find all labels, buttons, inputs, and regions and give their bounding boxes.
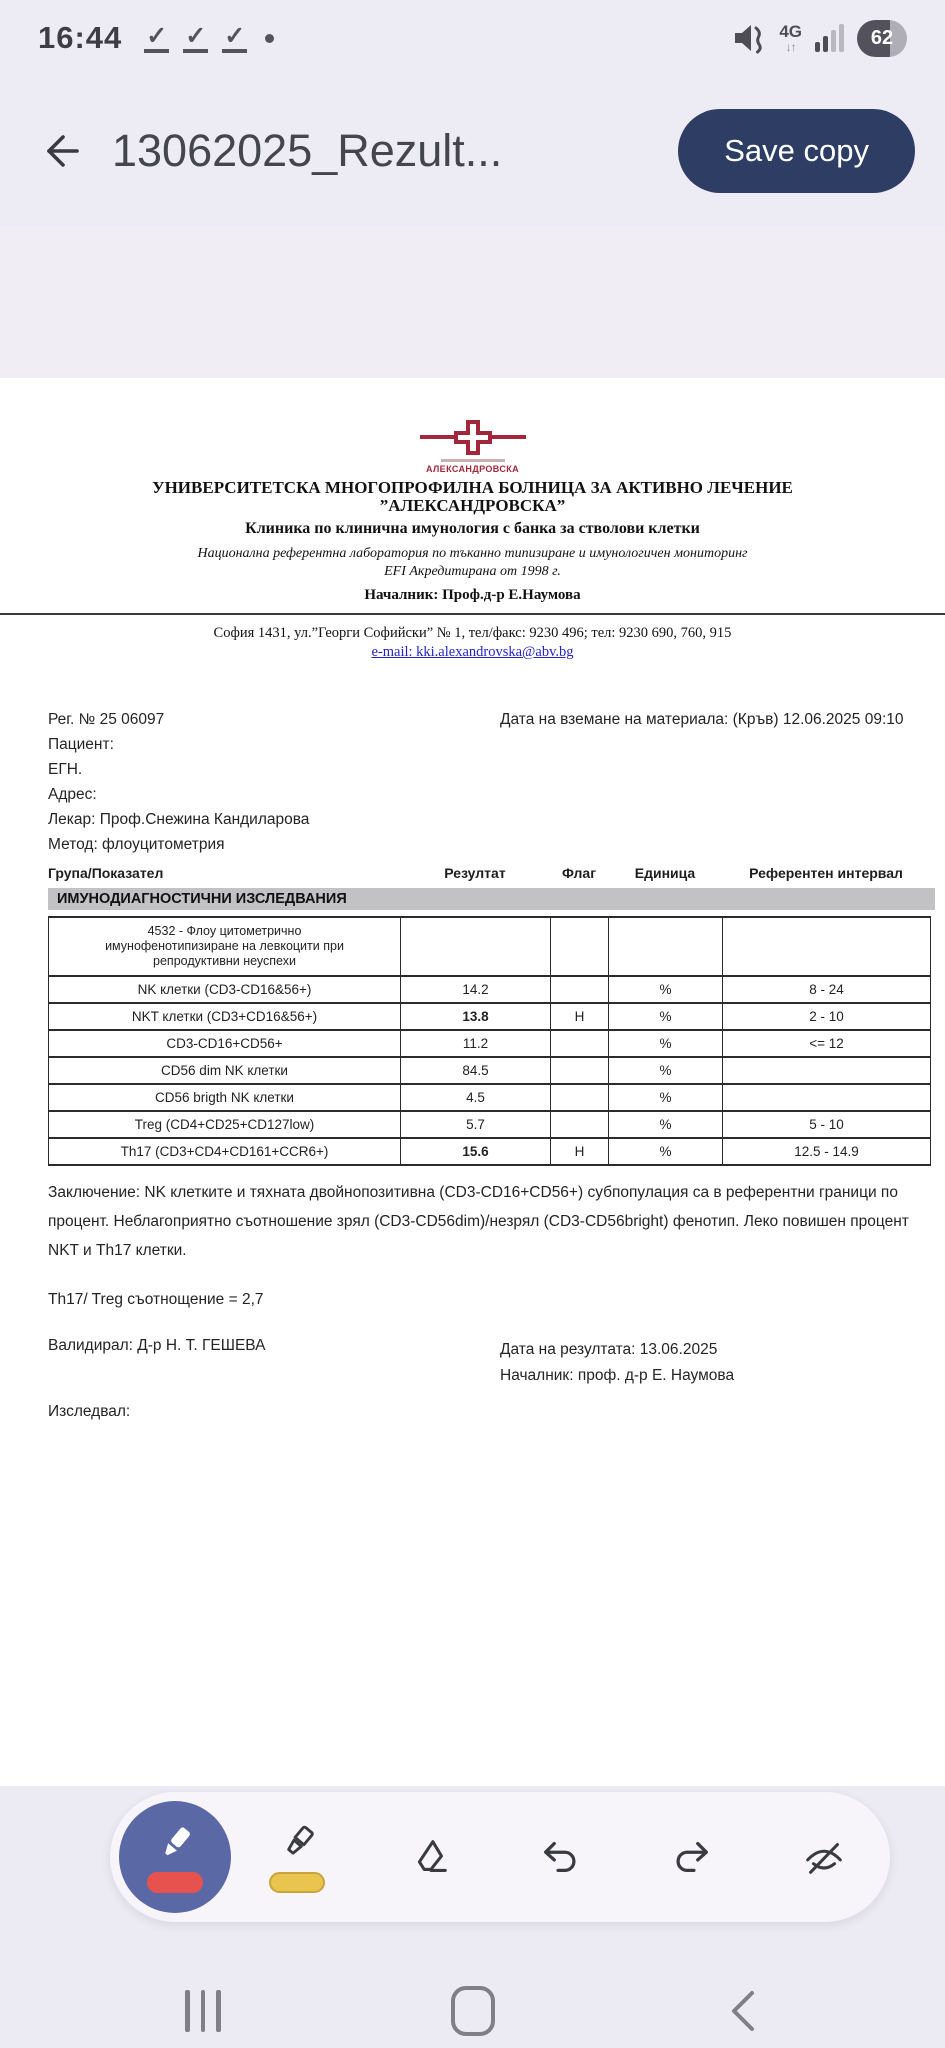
back-button[interactable] (30, 121, 90, 181)
pen-tool-button[interactable] (119, 1801, 231, 1913)
highlighter-icon (274, 1821, 320, 1867)
table-row: CD56 dim NK клетки 84.5 % (49, 1057, 931, 1084)
table-row: NK клетки (CD3-CD16&56+) 14.2 % 8 - 24 (49, 976, 931, 1003)
sound-muted-icon (732, 21, 766, 55)
document-title: 13062025_Rezult... (112, 125, 503, 176)
redo-button[interactable] (626, 1792, 758, 1922)
eraser-tool-button[interactable] (363, 1792, 495, 1922)
home-button[interactable] (451, 1986, 495, 2036)
logo-caption: АЛЕКСАНДРОВСКА (425, 464, 520, 474)
document-letterhead (0, 378, 945, 661)
validation-block (0, 1337, 945, 1421)
pdf-page[interactable] (0, 378, 945, 1786)
pen-color-swatch (147, 1872, 203, 1893)
notification-dot-icon (265, 34, 274, 43)
annotation-toolbar (110, 1792, 890, 1922)
eraser-icon (406, 1834, 452, 1880)
chevron-left-icon (726, 1987, 760, 2035)
conclusion-text: Заключение: NK клетките и тяхната двойнопозитивна (CD3-CD16+CD56+) субпопулация са в референтни граници по процент. Неблагоприятно съотношение зрял (CD3-CD56dim)/незрял (CD3-CD56bright) фенотип. Леко повишен процент NKT и Th17 клетки. (48, 1184, 909, 1259)
results-table-header: Група/Показател Резултат Флаг Единица Референтен интервал (48, 865, 903, 881)
department-chief: Началник: Проф.д-р Е.Наумова (364, 587, 581, 603)
hospital-name-line2: ”АЛЕКСАНДРОВСКА” (379, 496, 566, 515)
validated-by: Валидирал: Д-р Н. Т. ГЕШЕВА (48, 1337, 266, 1354)
download-done-icon: ✓ (222, 24, 247, 53)
clock: 16:44 (38, 20, 123, 55)
method: Метод: флоуцитометрия (48, 836, 225, 853)
table-row: Th17 (CD3+CD4+CD161+CCR6+) 15.6 H % 12.5 - 14.9 (49, 1138, 931, 1165)
table-row: Treg (CD4+CD25+CD127low) 5.7 % 5 - 10 (49, 1111, 931, 1138)
app-header (0, 76, 945, 226)
email-link[interactable]: e-mail: kki.alexandrovska@abv.bg (371, 644, 574, 660)
download-done-icon: ✓ (144, 24, 169, 53)
clinic-name: Клиника по клинична имунология с банка за стволови клетки (245, 520, 700, 537)
test-group-title: ИМУНОДИАГНОСТИЧНИ ИЗСЛЕДВАНИЯ (48, 888, 935, 910)
highlighter-color-swatch (269, 1872, 325, 1893)
logo-microtext (441, 459, 505, 462)
results-table (48, 916, 931, 1166)
patient-info (0, 661, 945, 857)
hospital-address: София 1431, ул.”Георги Софийски” № 1, тел/факс: 9230 496; тел: 9230 690, 760, 915 (213, 625, 732, 641)
panel-row: 4532 - Флоу цитометрично имунофенотипизиране на левкоцити при репродуктивни неуспехи (49, 917, 931, 976)
lab-description: Национална референтна лаборатория по тъканно типизиране и имунологичен мониторинг (197, 546, 748, 561)
network-4g-icon: 4G ↓↑ (779, 22, 802, 54)
notification-icons (144, 21, 274, 53)
recent-apps-icon (185, 1990, 221, 2032)
battery-indicator: 62 (857, 20, 907, 57)
hide-annotations-button[interactable] (758, 1792, 890, 1922)
status-bar (0, 0, 945, 76)
sample-date: Дата на вземане на материала: (Кръв) 12.06.2025 09:10 (500, 711, 904, 728)
egn-label: ЕГН. (48, 761, 83, 778)
hospital-name-line1: УНИВЕРСИТЕТСКА МНОГОПРОФИЛНА БОЛНИЦА ЗА АКТИВНО ЛЕЧЕНИЕ (152, 478, 793, 497)
table-row: CD3-CD16+CD56+ 11.2 % <= 12 (49, 1030, 931, 1057)
table-row: NKT клетки (CD3+CD16&56+) 13.8 H % 2 - 10 (49, 1003, 931, 1030)
patient-label: Пациент: (48, 736, 114, 753)
undo-button[interactable] (495, 1792, 627, 1922)
download-done-icon: ✓ (183, 24, 208, 53)
lab-accreditation: EFI Акредитирана от 1998 г. (384, 564, 561, 579)
th17-treg-ratio: Th17/ Treg съотнощение = 2,7 (48, 1291, 264, 1308)
back-nav-button[interactable] (726, 1987, 760, 2035)
arrow-left-icon (37, 128, 83, 174)
redo-icon (669, 1834, 715, 1880)
eye-off-icon (801, 1834, 847, 1880)
divider (0, 613, 945, 615)
hospital-logo (0, 418, 945, 474)
highlighter-tool-button[interactable] (231, 1792, 363, 1922)
home-icon (451, 1986, 495, 2036)
examined-by: Изследвал: (48, 1403, 131, 1420)
address-label: Адрес: (48, 786, 97, 803)
save-copy-button[interactable]: Save copy (678, 109, 915, 193)
undo-icon (537, 1834, 583, 1880)
referring-doctor: Лекар: Проф.Снежина Кандиларова (48, 811, 310, 828)
registration-number: Рег. № 25 06097 (48, 711, 165, 728)
cross-emblem-icon (418, 418, 528, 456)
signal-strength-icon (815, 24, 844, 52)
pen-icon (152, 1821, 198, 1867)
result-date: Дата на резултата: 13.06.2025 (500, 1341, 718, 1358)
recent-apps-button[interactable] (185, 1990, 221, 2032)
results-table-body (49, 917, 931, 1165)
table-row: CD56 brigth NK клетки 4.5 % (49, 1084, 931, 1111)
system-navigation-bar (0, 1974, 945, 2048)
chief-signature: Началник: проф. д-р Е. Наумова (500, 1367, 735, 1384)
bottom-bar (0, 1786, 945, 2048)
